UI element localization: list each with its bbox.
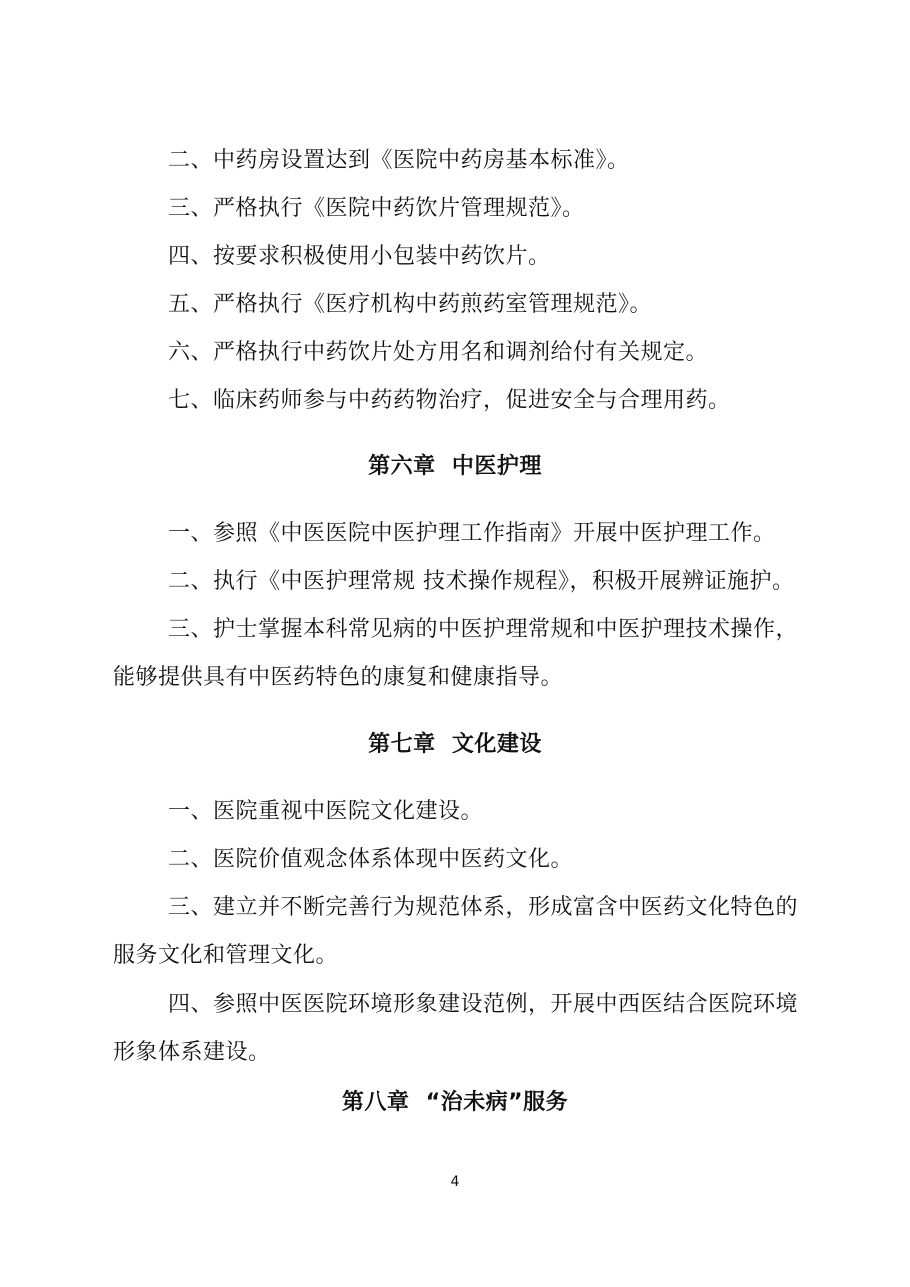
ch7-item-4-cont: 形象体系建设。 — [113, 1040, 271, 1065]
ch5-item-7: 七、临床药师参与中药药物治疗，促进安全与合理用药。 — [168, 388, 731, 413]
ch5-item-2: 二、中药房设置达到《医院中药房基本标准》。 — [168, 148, 630, 173]
ch7-item-3: 三、建立并不断完善行为规范体系，形成富含中医药文化特色的 — [168, 895, 799, 920]
chapter-7-heading: 第七章 文化建设 — [368, 732, 542, 757]
ch6-item-3: 三、护士掌握本科常见病的中医护理常规和中医护理技术操作， — [168, 617, 799, 642]
ch5-item-4: 四、按要求积极使用小包装中药饮片。 — [168, 244, 551, 269]
ch6-item-2: 二、执行《中医护理常规 技术操作规程》，积极开展辨证施护。 — [168, 569, 795, 594]
ch5-item-5: 五、严格执行《医疗机构中药煎药室管理规范》。 — [168, 292, 653, 317]
ch6-item-1: 一、参照《中医医院中医护理工作指南》开展中医护理工作。 — [168, 521, 776, 546]
ch7-item-4: 四、参照中医医院环境形象建设范例，开展中西医结合医院环境 — [168, 992, 799, 1017]
ch7-item-1: 一、医院重视中医院文化建设。 — [168, 799, 484, 824]
chapter-6-heading: 第六章 中医护理 — [368, 454, 542, 479]
chapter-8-heading: 第八章 “治未病”服务 — [341, 1090, 569, 1115]
ch5-item-3: 三、严格执行《医院中药饮片管理规范》。 — [168, 196, 585, 221]
ch7-item-3-cont: 服务文化和管理文化。 — [113, 943, 339, 968]
ch6-item-3-cont: 能够提供具有中医药特色的康复和健康指导。 — [113, 665, 564, 690]
page-number: 4 — [450, 1174, 460, 1190]
ch7-item-2: 二、医院价值观念体系体现中医药文化。 — [168, 847, 574, 872]
ch5-item-6: 六、严格执行中药饮片处方用名和调剂给付有关规定。 — [168, 340, 709, 365]
